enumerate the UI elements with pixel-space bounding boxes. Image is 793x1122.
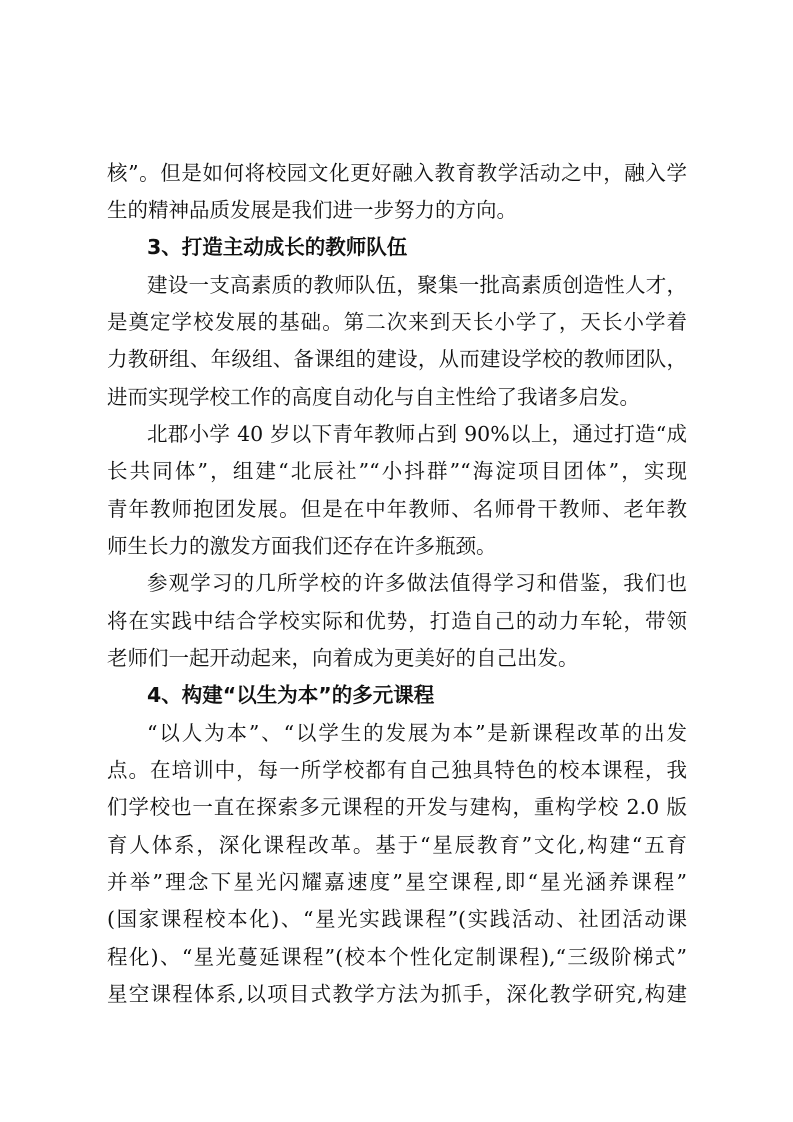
paragraph-line: 将在实践中结合学校实际和优势，打造自己的动力车轮，带领 xyxy=(107,609,687,633)
section-heading-4: 4、构建“以生为本”的多元课程 xyxy=(147,683,435,707)
paragraph-line: 是奠定学校发展的基础。第二次来到天长小学了，天长小学着 xyxy=(107,310,687,334)
paragraph-line: 们学校也一直在探索多元课程的开发与建构，重构学校 2.0 版 xyxy=(107,795,687,819)
paragraph-line: 并举”理念下星光闪耀嘉速度”星空课程,即“星光涵养课程” xyxy=(107,870,687,894)
paragraph-line: 点。在培训中，每一所学校都有自己独具特色的校本课程，我 xyxy=(107,758,687,782)
paragraph-line: 青年教师抱团发展。但是在中年教师、名师骨干教师、老年教 xyxy=(107,497,687,521)
paragraph-line: “以人为本”、“以学生的发展为本”是新课程改革的出发 xyxy=(147,721,687,745)
paragraph-line: 老师们一起开动起来，向着成为更美好的自己出发。 xyxy=(107,646,579,670)
paragraph-line: 力教研组、年级组、备课组的建设，从而建设学校的教师团队， xyxy=(107,347,687,371)
paragraph-line: 核”。但是如何将校园文化更好融入教育教学活动之中，融入学 xyxy=(107,161,687,185)
paragraph-line: 进而实现学校工作的高度自动化与自主性给了我诸多启发。 xyxy=(107,385,640,409)
section-heading-3: 3、打造主动成长的教师队伍 xyxy=(147,235,408,259)
paragraph-line: 建设一支高素质的教师队伍，聚集一批高素质创造性人才， xyxy=(147,273,687,297)
paragraph-line: (国家课程校本化)、“星光实践课程”(实践活动、社团活动课 xyxy=(107,907,687,931)
paragraph-line: 程化)、“星光蔓延课程”(校本个性化定制课程),“三级阶梯式” xyxy=(107,945,687,969)
paragraph-line: 参观学习的几所学校的许多做法值得学习和借鉴，我们也 xyxy=(147,571,687,595)
paragraph-line: 星空课程体系,以项目式教学方法为抓手，深化教学研究,构建 xyxy=(107,982,687,1006)
paragraph-line: 育人体系，深化课程改革。基于“星辰教育”文化,构建“五育 xyxy=(107,833,687,857)
paragraph-line: 长共同体”，组建“北辰社”“小抖群”“海淀项目团体”，实现 xyxy=(107,459,687,483)
paragraph-line: 师生长力的激发方面我们还存在许多瓶颈。 xyxy=(107,534,497,558)
paragraph-line: 生的精神品质发展是我们进一步努力的方向。 xyxy=(107,198,517,222)
paragraph-line: 北郡小学 40 岁以下青年教师占到 90%以上，通过打造“成 xyxy=(147,422,687,446)
